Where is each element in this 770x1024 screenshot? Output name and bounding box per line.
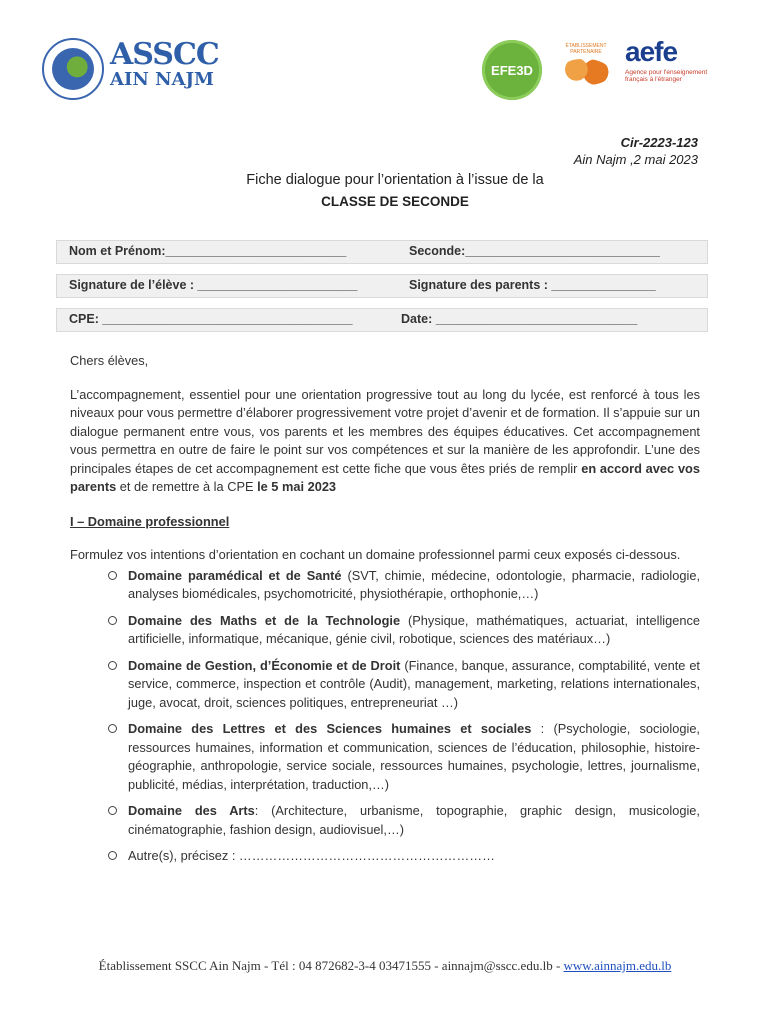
document-title [150, 170, 640, 212]
footer-contact: Établissement SSCC Ain Najm - Tél : 04 872682-3-4 03471555 - ainnajm@sscc.edu.lb - [98, 958, 564, 973]
section-heading: I – Domaine professionnel [70, 513, 230, 529]
title-line2: CLASSE DE SECONDE [321, 194, 469, 209]
student-info-form [56, 240, 708, 342]
radio-circle-icon[interactable] [108, 806, 117, 815]
partner-caption: ÉTABLISSEMENT PARTENAIRE [565, 43, 607, 55]
intro-text: L’accompagnement, essentiel pour une orientation progressive tout au long du lycée, est renforcé à tous les niveaux pour vous permettre d’élaborer progressivement votre projet d’avenir et de formation. Il s’appuie sur un dialogue permanent entre vous, vos parents et les membres des équipes éducatives. Cet accompagnement vous permettra en outre de faire le point sur vos compétences et sur la manière de les approfondir. L’une des principales étapes de cet accompagnement est cette fiche que vous êtes priés de remplir [70, 386, 700, 476]
brand-line2: AIN NAJM [110, 69, 214, 90]
domain-option-maths-tech[interactable] [108, 612, 700, 649]
radio-circle-icon[interactable] [108, 661, 117, 670]
letter-body [70, 352, 700, 874]
intro-deadline: le 5 mai 2023 [257, 479, 337, 494]
domain-option-other[interactable] [108, 847, 700, 866]
domain-options [70, 567, 700, 866]
circular-date: Ain Najm ,2 mai 2023 [573, 152, 698, 167]
class-field[interactable]: Seconde:____________________________ [409, 244, 660, 258]
domain-option-humanities[interactable] [108, 720, 700, 794]
domain-option-arts[interactable] [108, 802, 700, 839]
website-link[interactable]: www.ainnajm.edu.lb [563, 958, 672, 973]
form-row-cpe [56, 308, 708, 332]
school-brand [110, 37, 219, 90]
domain-name: Domaine des Lettres et des Sciences humaines et sociales [128, 721, 532, 736]
cpe-field[interactable]: CPE: ____________________________________ [69, 312, 353, 326]
circular-reference [574, 134, 698, 168]
world-map-icon [562, 59, 610, 85]
domain-option-management-law[interactable] [108, 657, 700, 713]
partner-map-logo [557, 44, 615, 96]
efe3d-label: EFE3D [491, 62, 533, 78]
domain-desc: (Finance, banque, assurance, comptabilité, vente et service, commerce, inspection et contrôle (Audit), management, marketing, relations internationales, juge, avocat, droit, sciences politiques, entrepreneuriat …) [128, 657, 700, 710]
domain-desc: (Physique, mathématiques, actuariat, intelligence artificielle, informatique, mécanique, génie civil, robotique, sciences des matériaux…) [128, 612, 700, 646]
aefe-logo [625, 38, 715, 98]
section-instruction: Formulez vos intentions d’orientation en cochant un domaine professionnel parmi ceux exposés ci-dessous. [70, 547, 681, 562]
name-field[interactable]: Nom et Prénom:__________________________ [69, 244, 347, 258]
domain-desc: Autre(s), précisez : …………………………………………………… [128, 848, 495, 863]
brand-line1: ASSCC [110, 37, 219, 72]
page-footer [22, 958, 748, 974]
circular-code: Cir-2223-123 [620, 135, 698, 150]
domain-desc: : (Architecture, urbanisme, topographie, graphic design, musicologie, cinématographie, fashion design, audiovisuel,…) [128, 803, 700, 837]
domain-option-health[interactable] [108, 567, 700, 604]
domain-desc: (SVT, chimie, médecine, odontologie, pharmacie, radiologie, analyses biomédicales, psychomotricité, physiothérapie, orthophonie,…) [128, 567, 700, 601]
domain-name: Domaine des Arts [128, 803, 255, 818]
radio-circle-icon[interactable] [108, 851, 117, 860]
domain-desc: : (Psychologie, sociologie, ressources humaines, information et communication, sciences de l’éducation, philosophie, histoire-géographie, anthropologie, service sociale, ressources humaines, psychologie, lettres, journalisme, publicité, médias, interprétation, traduction,…) [128, 721, 700, 792]
title-line1: Fiche dialogue pour l’orientation à l’issue de la [246, 172, 544, 188]
radio-circle-icon[interactable] [108, 571, 117, 580]
domain-name: Domaine de Gestion, d’Économie et de Droit [128, 657, 401, 673]
school-seal-icon [42, 38, 104, 100]
parents-signature-field[interactable]: Signature des parents : _______________ [409, 278, 656, 292]
intro-bold: en accord avec vos parents [70, 460, 700, 494]
efe3d-logo [482, 40, 542, 100]
form-row-name [56, 240, 708, 264]
date-field[interactable]: Date: _____________________________ [401, 312, 638, 326]
aefe-word: aefe [625, 36, 678, 67]
domain-name: Domaine des Maths et de la Technologie [128, 612, 401, 628]
aefe-subtitle: Agence pour l'enseignement français à l'étranger [625, 69, 708, 84]
greeting: Chers élèves, [70, 353, 149, 368]
radio-circle-icon[interactable] [108, 724, 117, 733]
form-row-signatures [56, 274, 708, 298]
school-logo [42, 37, 219, 100]
radio-circle-icon[interactable] [108, 616, 117, 625]
intro-mid: et de remettre à la CPE [119, 479, 254, 494]
domain-name: Domaine paramédical et de Santé [128, 567, 342, 583]
student-signature-field[interactable]: Signature de l’élève : _______________________ [69, 278, 358, 292]
intro-paragraph [70, 386, 700, 497]
